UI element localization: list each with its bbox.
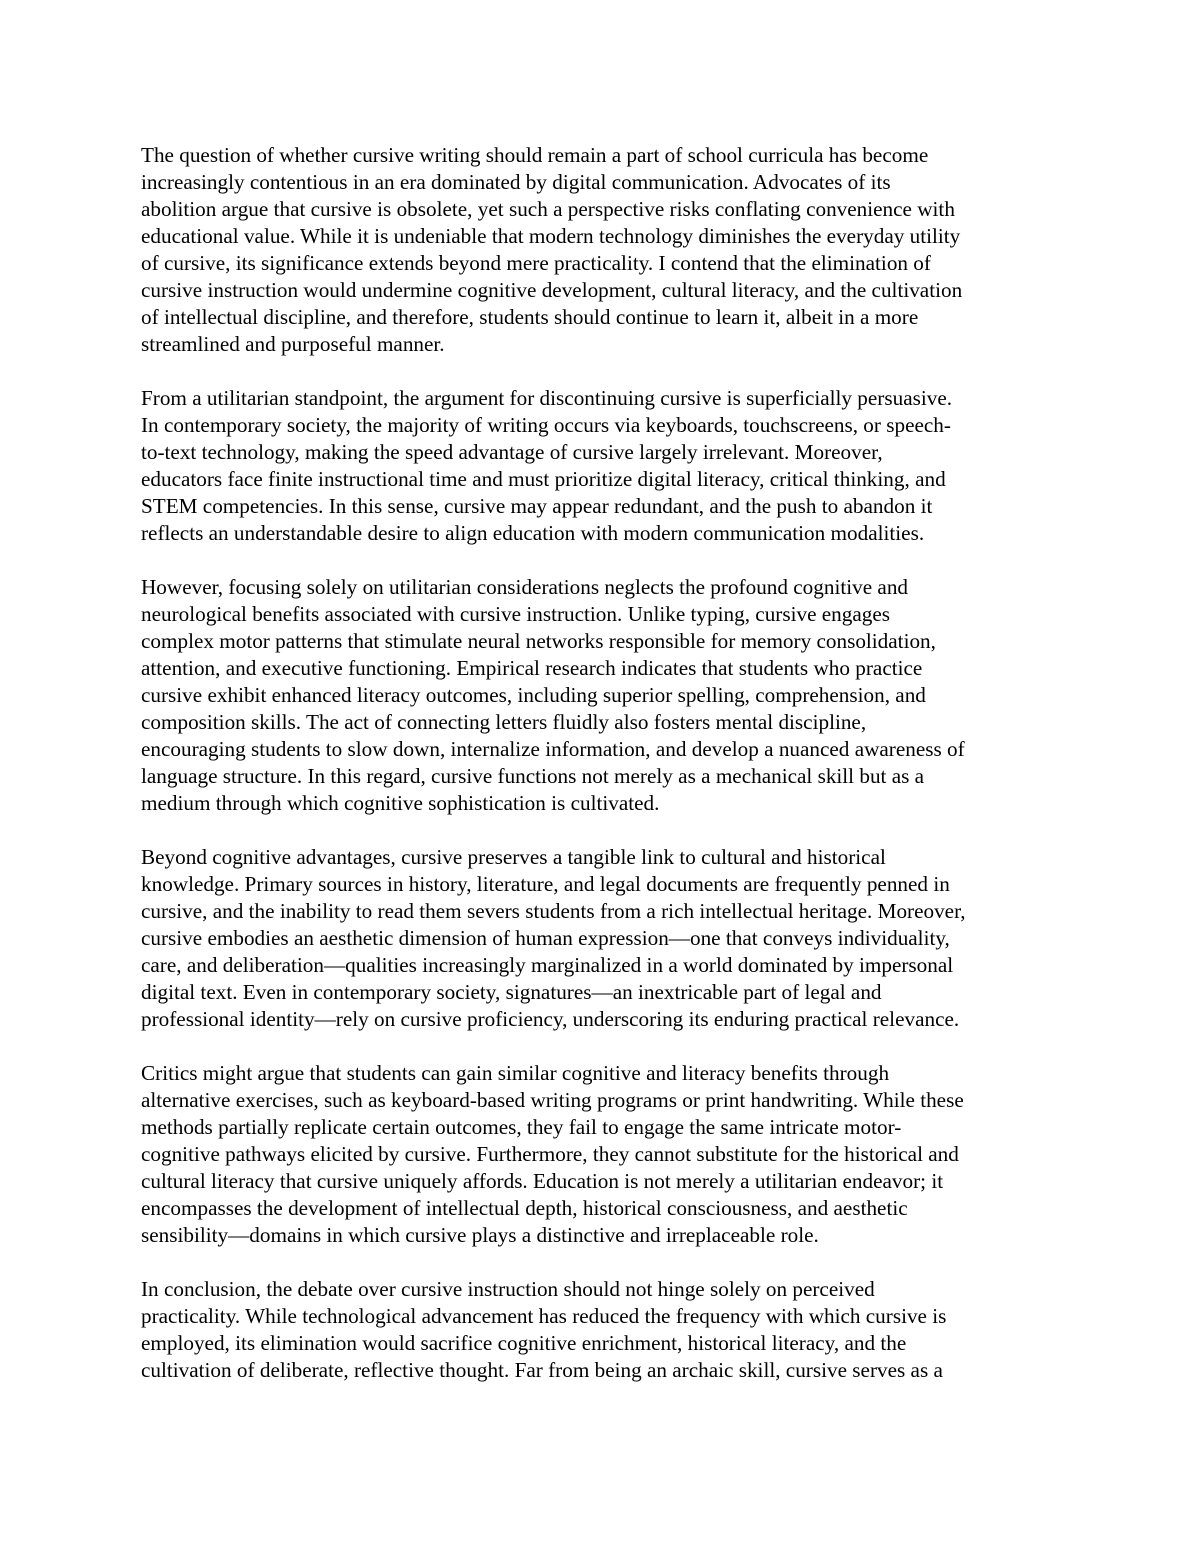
paragraph-utilitarian-argument: From a utilitarian standpoint, the argument for discontinuing cursive is superficially persuasive. In contemporary society, the majority of writing occurs via keyboards, touchscreens, or speech- to-text technology, making the speed advantage of cursive largely irrelevant. Moreover, educators face finite instructional time and must prioritize digital literacy, critical thinking, and STEM competencies. In this sense, cursive may appear redundant, and the push to abandon it reflects an understandable desire to align education with modern communication modalities. xyxy=(141,386,953,545)
paragraph-cultural-link: Beyond cognitive advantages, cursive preserves a tangible link to cultural and historical knowledge. Primary sources in history, literature, and legal documents are frequently penned in cursive, and the inability to read them severs students from a rich intellectual heritage. Moreover, cursive embodies an aesthetic dimension of human expression—one that conveys individuality, care, and deliberation—qualities increasingly marginalized in a world dominated by impersonal digital text. Even in contemporary society, signatures—an inextricable part of legal and professional identity—rely on cursive proficiency, underscoring its enduring practical relevance. xyxy=(141,845,966,1031)
document-body xyxy=(141,142,1066,1411)
paragraph-counterargument: Critics might argue that students can gain similar cognitive and literacy benefits through alternative exercises, such as keyboard-based writing programs or print handwriting. While these methods partially replicate certain outcomes, they fail to engage the same intricate motor- cognitive pathways elicited by cursive. Furthermore, they cannot substitute for the historical and cultural literacy that cursive uniquely affords. Education is not merely a utilitarian endeavor; it encompasses the development of intellectual depth, historical consciousness, and aesthetic sensibility—domains in which cursive plays a distinctive and irreplaceable role. xyxy=(141,1061,964,1247)
paragraph-conclusion: In conclusion, the debate over cursive instruction should not hinge solely on perceived practicality. While technological advancement has reduced the frequency with which cursive is employed, its elimination would sacrifice cognitive enrichment, historical literacy, and the cultivation of deliberate, reflective thought. Far from being an archaic skill, cursive serves as a xyxy=(141,1277,947,1382)
paragraph-cognitive-benefits: However, focusing solely on utilitarian considerations neglects the profound cognitive and neurological benefits associated with cursive instruction. Unlike typing, cursive engages complex motor patterns that stimulate neural networks responsible for memory consolidation, attention, and executive functioning. Empirical research indicates that students who practice cursive exhibit enhanced literacy outcomes, including superior spelling, comprehension, and composition skills. The act of connecting letters fluidly also fosters mental discipline, encouraging students to slow down, internalize information, and develop a nuanced awareness of language structure. In this regard, cursive functions not merely as a mechanical skill but as a medium through which cognitive sophistication is cultivated. xyxy=(141,575,965,815)
paragraph-introduction: The question of whether cursive writing should remain a part of school curricula has become increasingly contentious in an era dominated by digital communication. Advocates of its abolition argue that cursive is obsolete, yet such a perspective risks conflating convenience with educational value. While it is undeniable that modern technology diminishes the everyday utility of cursive, its significance extends beyond mere practicality. I contend that the elimination of cursive instruction would undermine cognitive development, cultural literacy, and the cultivation of intellectual discipline, and therefore, students should continue to learn it, albeit in a more streamlined and purposeful manner. xyxy=(141,143,963,356)
